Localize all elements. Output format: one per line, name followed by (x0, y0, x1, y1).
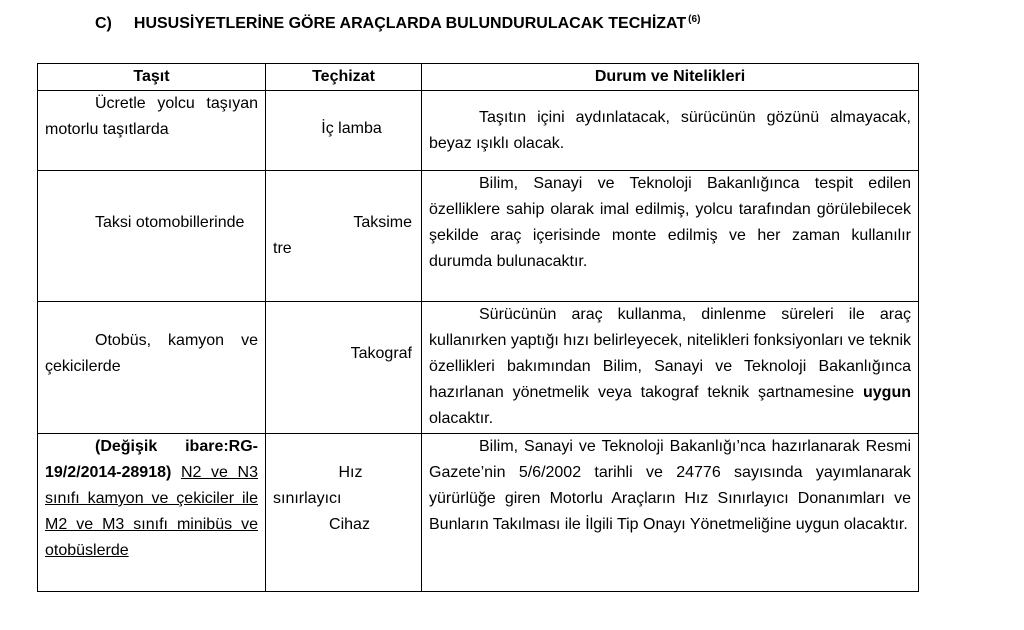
vehicle-cell (38, 302, 266, 434)
description-cell (422, 434, 919, 592)
description-cell (422, 171, 919, 302)
amendment-note: (Değişik ibare:RG-19/2/2014-28918) (45, 438, 258, 481)
vehicle-text (45, 434, 258, 564)
description-cell (422, 302, 919, 434)
vehicle-text: Ücretle yolcu taşıyan motorlu taşıtlarda (45, 95, 258, 138)
table-row (38, 91, 919, 171)
equipment-table (37, 63, 919, 592)
vehicle-underlined-text: N2 ve N3 sınıfı kamyon ve çekiciler ile M2 ve M3 sınıfı minibüs ve otobüslerde (45, 464, 258, 559)
section-letter: C) (95, 15, 112, 32)
table-row (38, 171, 919, 302)
vehicle-cell (38, 91, 266, 171)
description-text: Bilim, Sanayi ve Teknoloji Bakanlığınca tespit edilen özelliklere sahip olarak imal edilmiş, yolcu tarafından görülebilecek şekilde araç içerisinde monte edilmiş ve her zaman kullanılır durumda bulunacaktır. (429, 175, 911, 270)
equipment-text-line2: sınırlayıcı (273, 490, 342, 507)
description-text: Taşıtın içini aydınlatacak, sürücünün gözünü almayacak, beyaz ışıklı olacak. (429, 109, 911, 152)
equipment-text: İç lamba (321, 120, 382, 137)
equipment-text-line1: Hız (338, 464, 363, 481)
equipment-text-line1: Taksime (353, 214, 412, 231)
table-row (38, 302, 919, 434)
equipment-text: Takograf (350, 345, 412, 362)
header-description: Durum ve Nitelikleri (422, 64, 919, 91)
description-end: olacaktır. (429, 410, 494, 427)
vehicle-text: Otobüs, kamyon ve çekicilerde (45, 332, 258, 375)
equipment-cell (266, 91, 422, 171)
equipment-text-line3: Cihaz (329, 516, 370, 533)
description-text: Bilim, Sanayi ve Teknoloji Bakanlığı’nca hazırlanarak Resmi Gazete’nin 5/6/2002 tarihli ve 24776 sayısında yayımlanarak yürürlüğe giren Motorlu Araçların Hız Sınırlayıcı Donanımları ve Bunların Takılması ile İlgili Tip Onayı Yönetmeliğine uygun olacaktır. (429, 438, 911, 533)
vehicle-cell (38, 434, 266, 592)
description-text (429, 302, 911, 432)
header-vehicle: Taşıt (38, 64, 266, 91)
header-equipment: Teçhizat (266, 64, 422, 91)
vehicle-text: Taksi otomobillerinde (95, 214, 245, 231)
table-row (38, 434, 919, 592)
section-title: HUSUSİYETLERİNE GÖRE ARAÇLARDA BULUNDURULACAK TECHİZAT (133, 15, 687, 32)
equipment-cell (266, 171, 422, 302)
description-cell (422, 91, 919, 171)
description-bold: uygun (863, 384, 911, 401)
equipment-cell (266, 302, 422, 434)
table-header-row (38, 64, 919, 91)
section-heading (95, 14, 700, 33)
footnote-marker: (6) (688, 14, 701, 25)
description-main: Sürücünün araç kullanma, dinlenme süreleri ile araç kullanırken yaptığı hızı belirleyecek, nitelikleri fonksiyonları ve teknik özellikleri bakımından Bilim, Sanayi ve Teknoloji Bakanlığınca hazırlanan yönetmelik veya takograf teknik şartnamesine (429, 306, 911, 401)
vehicle-cell (38, 171, 266, 302)
equipment-text-line2: tre (273, 240, 292, 257)
equipment-cell (266, 434, 422, 592)
